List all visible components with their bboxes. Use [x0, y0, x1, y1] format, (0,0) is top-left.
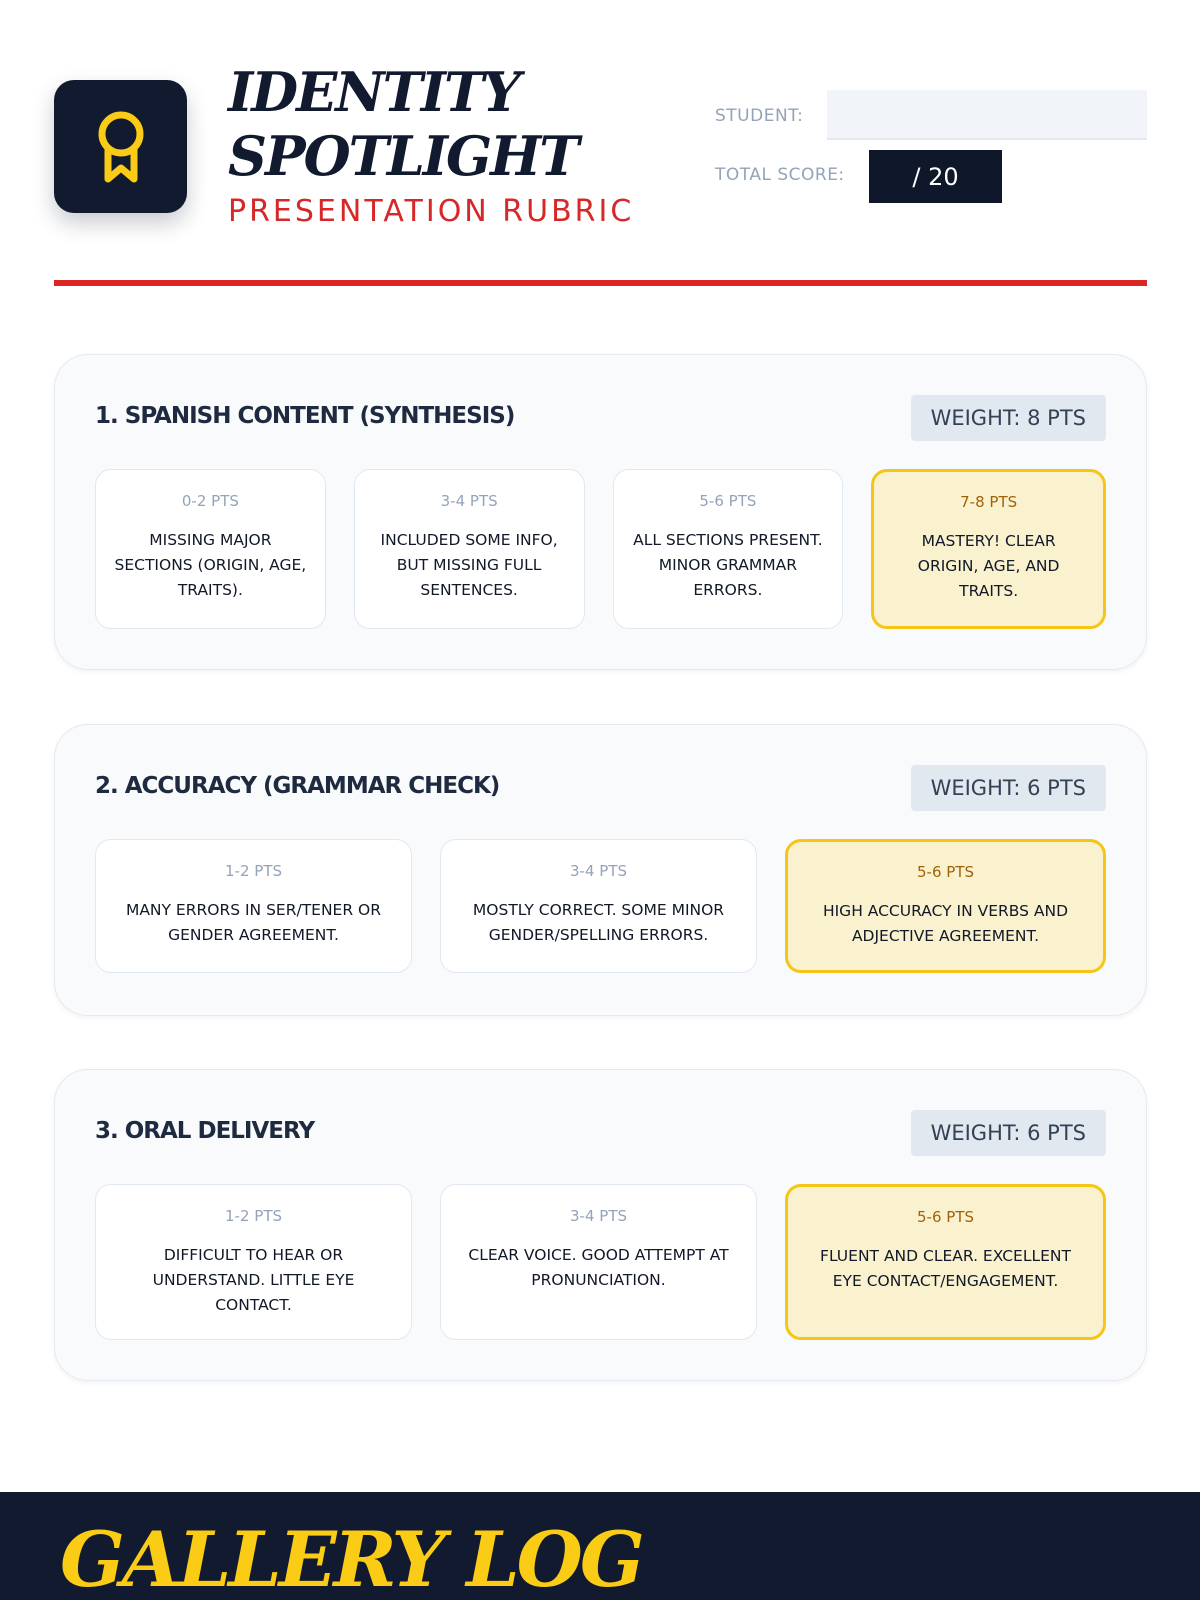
total-score-box[interactable]: / 20 [869, 150, 1002, 203]
gallery-log-footer [0, 1492, 1200, 1600]
level-description: DIFFICULT TO HEAR OR UNDERSTAND. LITTLE EYE CONTACT. [152, 1246, 355, 1314]
level-row [95, 1184, 1106, 1340]
level-row [95, 469, 1106, 629]
level-card-highlighted[interactable] [871, 469, 1106, 629]
level-card[interactable] [95, 469, 326, 629]
level-card[interactable] [95, 839, 412, 973]
level-card[interactable] [95, 1184, 412, 1340]
level-points: 3-4 PTS [570, 1207, 627, 1225]
level-description: HIGH ACCURACY IN VERBS AND ADJECTIVE AGREEMENT. [822, 902, 1069, 945]
level-points: 7-8 PTS [960, 493, 1018, 511]
award-ribbon-icon [96, 109, 146, 185]
level-card-highlighted[interactable] [785, 1184, 1106, 1340]
page-subtitle: PRESENTATION RUBRIC [228, 194, 635, 229]
level-points: 1-2 PTS [225, 1207, 282, 1225]
level-points: 3-4 PTS [440, 492, 498, 510]
level-description: MOSTLY CORRECT. SOME MINOR GENDER/SPELLING ERRORS. [472, 901, 725, 944]
level-card[interactable] [354, 469, 585, 629]
level-points: 5-6 PTS [917, 1208, 974, 1226]
section-title: 1. SPANISH CONTENT (SYNTHESIS) [95, 403, 515, 429]
level-description: MANY ERRORS IN SER/TENER OR GENDER AGREEMENT. [125, 901, 382, 944]
section-title: 3. ORAL DELIVERY [95, 1118, 315, 1144]
student-name-field[interactable] [827, 90, 1147, 140]
rubric-section-delivery [54, 1069, 1147, 1381]
gallery-log-title: GALLERY LOG [60, 1515, 642, 1600]
level-points: 5-6 PTS [917, 863, 974, 881]
section-title: 2. ACCURACY (GRAMMAR CHECK) [95, 773, 500, 799]
level-card-highlighted[interactable] [785, 839, 1106, 973]
rubric-section-content [54, 354, 1147, 670]
weight-badge: WEIGHT: 6 PTS [911, 765, 1106, 811]
level-points: 0-2 PTS [181, 492, 239, 510]
level-description: MISSING MAJOR SECTIONS (ORIGIN, AGE, TRAITS). [114, 531, 307, 599]
level-description: CLEAR VOICE. GOOD ATTEMPT AT PRONUNCIATION. [468, 1246, 729, 1289]
page-title: IDENTITY SPOTLIGHT [228, 60, 578, 188]
header [54, 60, 1147, 260]
level-card[interactable] [440, 1184, 757, 1340]
weight-badge: WEIGHT: 8 PTS [911, 395, 1106, 441]
level-points: 5-6 PTS [699, 492, 757, 510]
level-description: FLUENT AND CLEAR. EXCELLENT EYE CONTACT/ENGAGEMENT. [820, 1247, 1071, 1290]
header-divider [54, 280, 1147, 286]
level-points: 3-4 PTS [570, 862, 627, 880]
weight-badge: WEIGHT: 6 PTS [911, 1110, 1106, 1156]
student-label: STUDENT: [715, 106, 804, 126]
logo-badge [54, 80, 187, 213]
level-row [95, 839, 1106, 973]
level-card[interactable] [613, 469, 844, 629]
total-score-label: TOTAL SCORE: [715, 165, 845, 185]
level-description: MASTERY! CLEAR ORIGIN, AGE, AND TRAITS. [917, 532, 1060, 600]
level-description: INCLUDED SOME INFO, BUT MISSING FULL SENTENCES. [380, 531, 558, 599]
rubric-section-accuracy [54, 724, 1147, 1016]
level-card[interactable] [440, 839, 757, 973]
level-points: 1-2 PTS [225, 862, 282, 880]
level-description: ALL SECTIONS PRESENT. MINOR GRAMMAR ERRORS. [633, 531, 823, 599]
